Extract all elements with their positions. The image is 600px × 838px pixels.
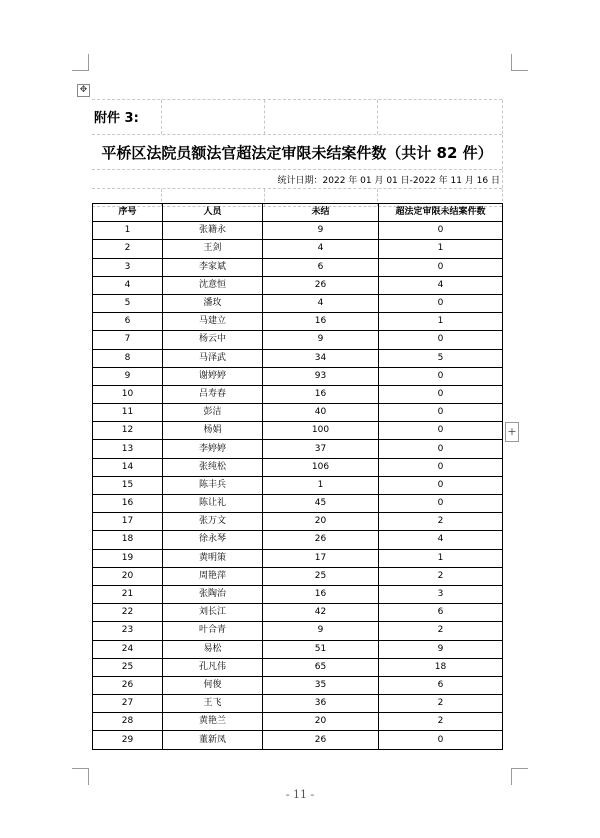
table-row [93, 531, 503, 549]
person-cell: 孔凡伟 [163, 658, 263, 676]
overdue-count-cell: 2 [379, 622, 503, 640]
unclosed-count-cell: 65 [263, 658, 379, 676]
unclosed-count-cell: 9 [263, 622, 379, 640]
table-row [93, 294, 503, 312]
table-row [93, 367, 503, 385]
table-row [93, 513, 503, 531]
person-cell: 马建立 [163, 313, 263, 331]
row-index-cell: 14 [93, 458, 163, 476]
person-cell: 叶合青 [163, 622, 263, 640]
person-cell: 张纯松 [163, 458, 263, 476]
row-index-cell: 13 [93, 440, 163, 458]
table-row [93, 422, 503, 440]
row-index-cell: 29 [93, 731, 163, 749]
overdue-count-cell: 2 [379, 513, 503, 531]
person-cell: 王剑 [163, 240, 263, 258]
table-row [93, 331, 503, 349]
table-row [93, 440, 503, 458]
overdue-count-cell: 2 [379, 713, 503, 731]
table-row [93, 640, 503, 658]
table-move-handle-icon[interactable]: ✥ [77, 84, 90, 97]
row-index-cell: 2 [93, 240, 163, 258]
person-cell: 徐永琴 [163, 531, 263, 549]
table-row [93, 476, 503, 494]
row-index-cell: 10 [93, 385, 163, 403]
person-cell: 沈意恒 [163, 276, 263, 294]
person-cell: 董新凤 [163, 731, 263, 749]
overdue-count-cell: 1 [379, 240, 503, 258]
unclosed-count-cell: 4 [263, 240, 379, 258]
person-cell: 陈让礼 [163, 495, 263, 513]
document-header-grid [92, 99, 502, 207]
overdue-count-cell: 5 [379, 349, 503, 367]
unclosed-count-cell: 9 [263, 331, 379, 349]
row-index-cell: 26 [93, 676, 163, 694]
row-index-cell: 3 [93, 258, 163, 276]
row-index-cell: 12 [93, 422, 163, 440]
overdue-count-cell: 2 [379, 567, 503, 585]
row-index-cell: 22 [93, 604, 163, 622]
overdue-count-cell: 2 [379, 695, 503, 713]
title-row [92, 134, 502, 169]
table-row [93, 349, 503, 367]
person-cell: 杨娟 [163, 422, 263, 440]
table-row [93, 404, 503, 422]
overdue-count-cell: 18 [379, 658, 503, 676]
column-header: 超法定审限未结案件数 [379, 204, 503, 222]
person-cell: 李家斌 [163, 258, 263, 276]
row-index-cell: 7 [93, 331, 163, 349]
overdue-count-cell: 6 [379, 676, 503, 694]
unclosed-count-cell: 4 [263, 294, 379, 312]
person-cell: 张陶治 [163, 585, 263, 603]
table-row [93, 695, 503, 713]
unclosed-count-cell: 20 [263, 713, 379, 731]
unclosed-count-cell: 26 [263, 276, 379, 294]
unclosed-count-cell: 36 [263, 695, 379, 713]
annex-row [92, 99, 502, 134]
row-index-cell: 20 [93, 567, 163, 585]
person-cell: 彭洁 [163, 404, 263, 422]
unclosed-count-cell: 25 [263, 567, 379, 585]
row-index-cell: 25 [93, 658, 163, 676]
unclosed-count-cell: 93 [263, 367, 379, 385]
unclosed-count-cell: 6 [263, 258, 379, 276]
unclosed-count-cell: 16 [263, 585, 379, 603]
document-title: 平桥区法院员额法官超法定审限未结案件数（共计 82 件） [101, 144, 493, 162]
overdue-count-cell: 0 [379, 258, 503, 276]
person-cell: 吕寿春 [163, 385, 263, 403]
overdue-count-cell: 1 [379, 549, 503, 567]
table-row [93, 222, 503, 240]
unclosed-count-cell: 17 [263, 549, 379, 567]
unclosed-count-cell: 34 [263, 349, 379, 367]
unclosed-count-cell: 26 [263, 531, 379, 549]
overdue-count-cell: 0 [379, 422, 503, 440]
overdue-count-cell: 0 [379, 331, 503, 349]
table-row [93, 385, 503, 403]
row-index-cell: 5 [93, 294, 163, 312]
unclosed-count-cell: 16 [263, 385, 379, 403]
table-row [93, 731, 503, 749]
table-row [93, 658, 503, 676]
person-cell: 周艳萍 [163, 567, 263, 585]
page-number: - 11 - [285, 788, 315, 801]
row-index-cell: 15 [93, 476, 163, 494]
person-cell: 易松 [163, 640, 263, 658]
unclosed-count-cell: 42 [263, 604, 379, 622]
person-cell: 马泽武 [163, 349, 263, 367]
table-row [93, 276, 503, 294]
table-row [93, 495, 503, 513]
date-row [92, 169, 502, 188]
column-header: 序号 [93, 204, 163, 222]
unclosed-count-cell: 100 [263, 422, 379, 440]
row-index-cell: 4 [93, 276, 163, 294]
row-index-cell: 11 [93, 404, 163, 422]
table-row [93, 549, 503, 567]
overdue-count-cell: 4 [379, 531, 503, 549]
unclosed-count-cell: 16 [263, 313, 379, 331]
table-row [93, 458, 503, 476]
overdue-count-cell: 0 [379, 476, 503, 494]
table-row [93, 567, 503, 585]
table-row [93, 604, 503, 622]
row-index-cell: 21 [93, 585, 163, 603]
overdue-count-cell: 0 [379, 458, 503, 476]
overdue-count-cell: 0 [379, 440, 503, 458]
overdue-count-cell: 0 [379, 222, 503, 240]
table-row [93, 676, 503, 694]
row-index-cell: 24 [93, 640, 163, 658]
row-index-cell: 16 [93, 495, 163, 513]
row-index-cell: 23 [93, 622, 163, 640]
person-cell: 刘长江 [163, 604, 263, 622]
table-row [93, 313, 503, 331]
person-cell: 黄艳兰 [163, 713, 263, 731]
overdue-count-cell: 9 [379, 640, 503, 658]
person-cell: 李婷婷 [163, 440, 263, 458]
row-index-cell: 1 [93, 222, 163, 240]
unclosed-count-cell: 26 [263, 731, 379, 749]
crop-mark-bottom-left [72, 768, 89, 785]
person-cell: 潘玫 [163, 294, 263, 312]
unclosed-count-cell: 106 [263, 458, 379, 476]
unclosed-count-cell: 35 [263, 676, 379, 694]
overdue-count-cell: 0 [379, 731, 503, 749]
table-row [93, 713, 503, 731]
table-row [93, 622, 503, 640]
overdue-count-cell: 0 [379, 495, 503, 513]
person-cell: 张籍永 [163, 222, 263, 240]
row-index-cell: 17 [93, 513, 163, 531]
overdue-count-cell: 1 [379, 313, 503, 331]
unclosed-count-cell: 45 [263, 495, 379, 513]
table-row [93, 585, 503, 603]
add-column-handle-icon[interactable]: + [505, 422, 519, 442]
date-range: 统计日期：2022 年 01 月 01 日-2022 年 11 月 16 日 [277, 176, 500, 186]
crop-mark-top-left [72, 54, 89, 71]
overdue-count-cell: 0 [379, 404, 503, 422]
overdue-count-cell: 0 [379, 294, 503, 312]
row-index-cell: 19 [93, 549, 163, 567]
unclosed-count-cell: 9 [263, 222, 379, 240]
unclosed-count-cell: 40 [263, 404, 379, 422]
person-cell: 张万文 [163, 513, 263, 531]
column-header: 未结 [263, 204, 379, 222]
person-cell: 杨云中 [163, 331, 263, 349]
person-cell: 何俊 [163, 676, 263, 694]
unclosed-cases-table [92, 203, 503, 750]
person-cell: 谢婷婷 [163, 367, 263, 385]
crop-mark-bottom-right [511, 768, 528, 785]
overdue-count-cell: 0 [379, 385, 503, 403]
table-row [93, 258, 503, 276]
table-row [93, 240, 503, 258]
annex-label: 附件 3: [94, 111, 139, 126]
person-cell: 黄明策 [163, 549, 263, 567]
unclosed-count-cell: 1 [263, 476, 379, 494]
row-index-cell: 28 [93, 713, 163, 731]
overdue-count-cell: 4 [379, 276, 503, 294]
unclosed-count-cell: 51 [263, 640, 379, 658]
row-index-cell: 6 [93, 313, 163, 331]
overdue-count-cell: 6 [379, 604, 503, 622]
overdue-count-cell: 3 [379, 585, 503, 603]
table-header-row [93, 204, 503, 222]
person-cell: 陈丰兵 [163, 476, 263, 494]
row-index-cell: 27 [93, 695, 163, 713]
overdue-count-cell: 0 [379, 367, 503, 385]
row-index-cell: 9 [93, 367, 163, 385]
column-header: 人员 [163, 204, 263, 222]
unclosed-count-cell: 20 [263, 513, 379, 531]
row-index-cell: 18 [93, 531, 163, 549]
crop-mark-top-right [511, 54, 528, 71]
row-index-cell: 8 [93, 349, 163, 367]
person-cell: 王飞 [163, 695, 263, 713]
unclosed-count-cell: 37 [263, 440, 379, 458]
